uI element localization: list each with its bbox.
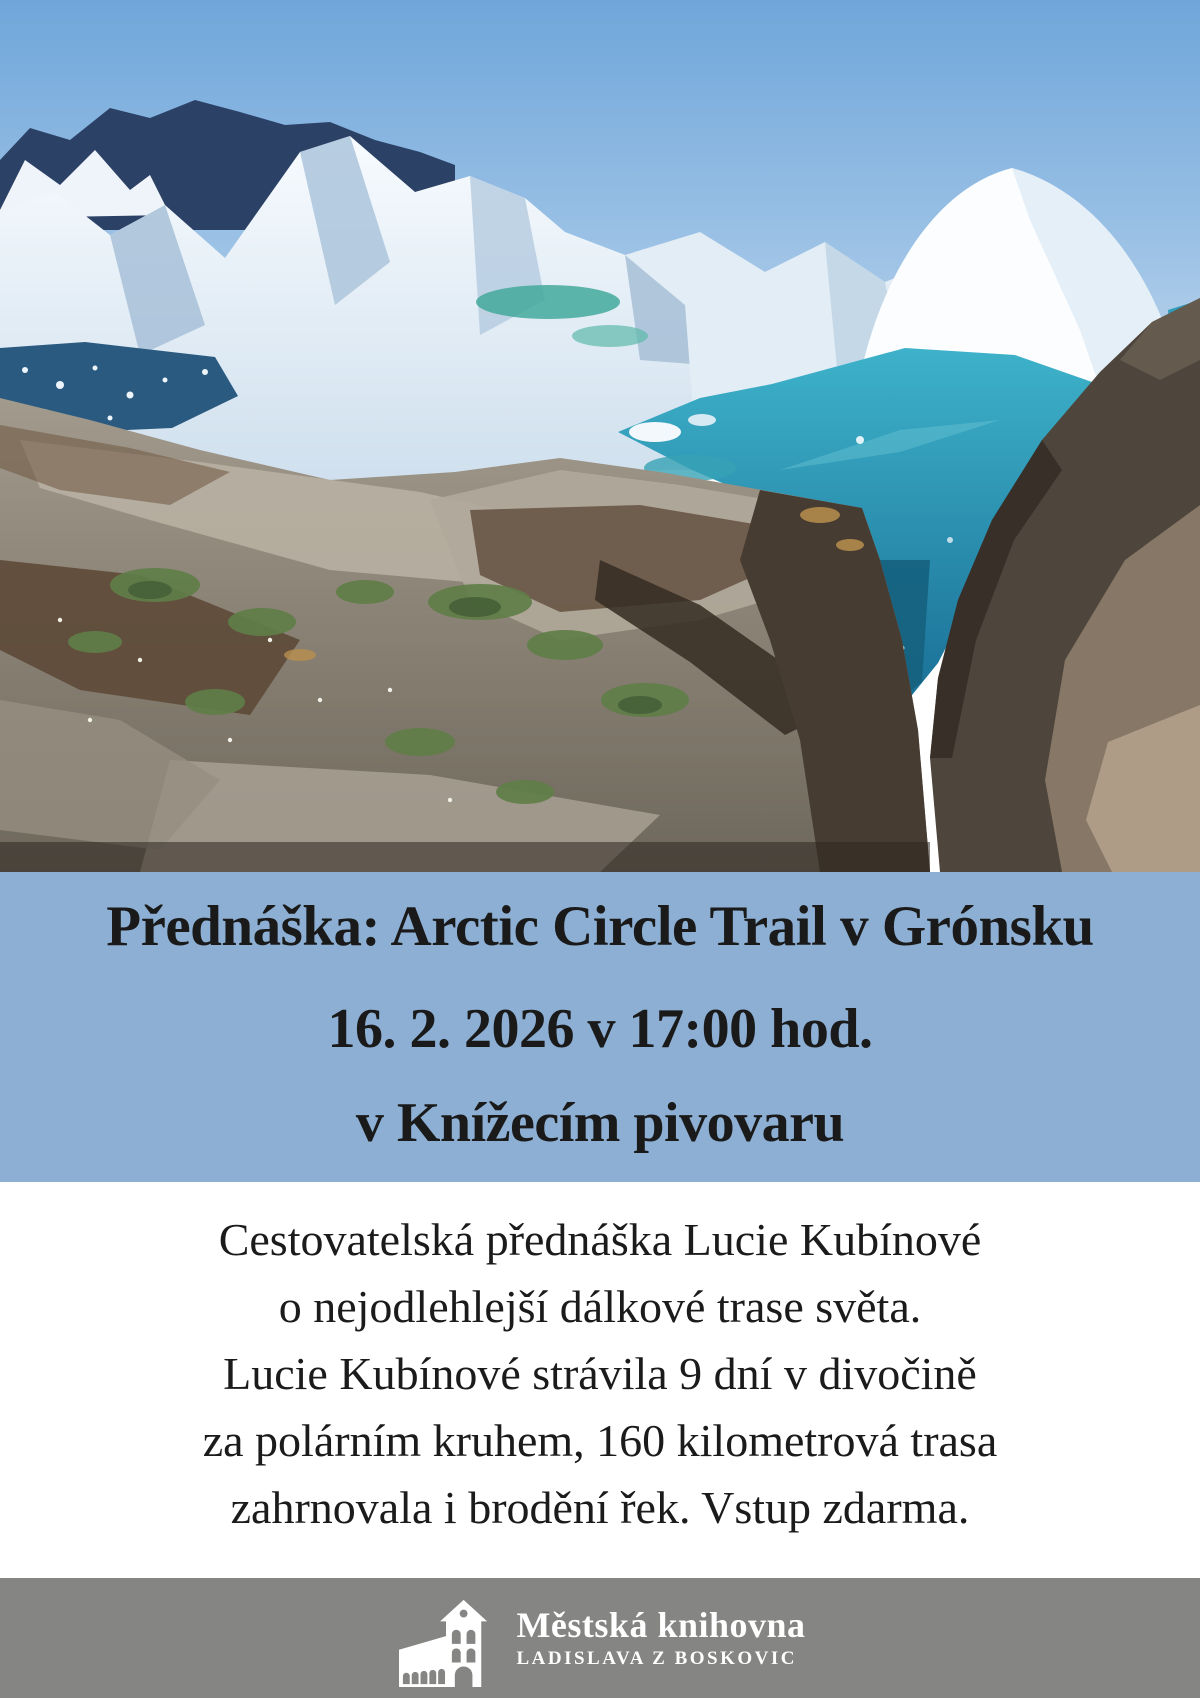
event-band (0, 872, 1200, 1182)
description-section (0, 1182, 1200, 1578)
library-building-icon (394, 1593, 498, 1687)
footer (0, 1578, 1200, 1698)
description-line: o nejodlehlejší dálkové trase světa. (278, 1281, 922, 1332)
event-datetime: 16. 2. 2026 v 17:00 hod. (327, 998, 873, 1060)
event-venue: v Knížecím pivovaru (355, 1092, 845, 1154)
description-line: za polárním kruhem, 160 kilometrová trasa (202, 1415, 998, 1466)
library-subtitle: LADISLAVA Z BOSKOVIC (516, 1648, 798, 1669)
library-wordmark (516, 1605, 805, 1671)
description-line: zahrnovala i brodění řek. Vstup zdarma. (230, 1482, 970, 1533)
description-line: Lucie Kubínové strávila 9 dní v divočině (223, 1348, 977, 1399)
library-name: Městská knihovna (516, 1605, 806, 1645)
description-line: Cestovatelská přednáška Lucie Kubínové (218, 1214, 982, 1265)
event-title: Přednáška: Arctic Circle Trail v Grónsku (106, 895, 1094, 958)
